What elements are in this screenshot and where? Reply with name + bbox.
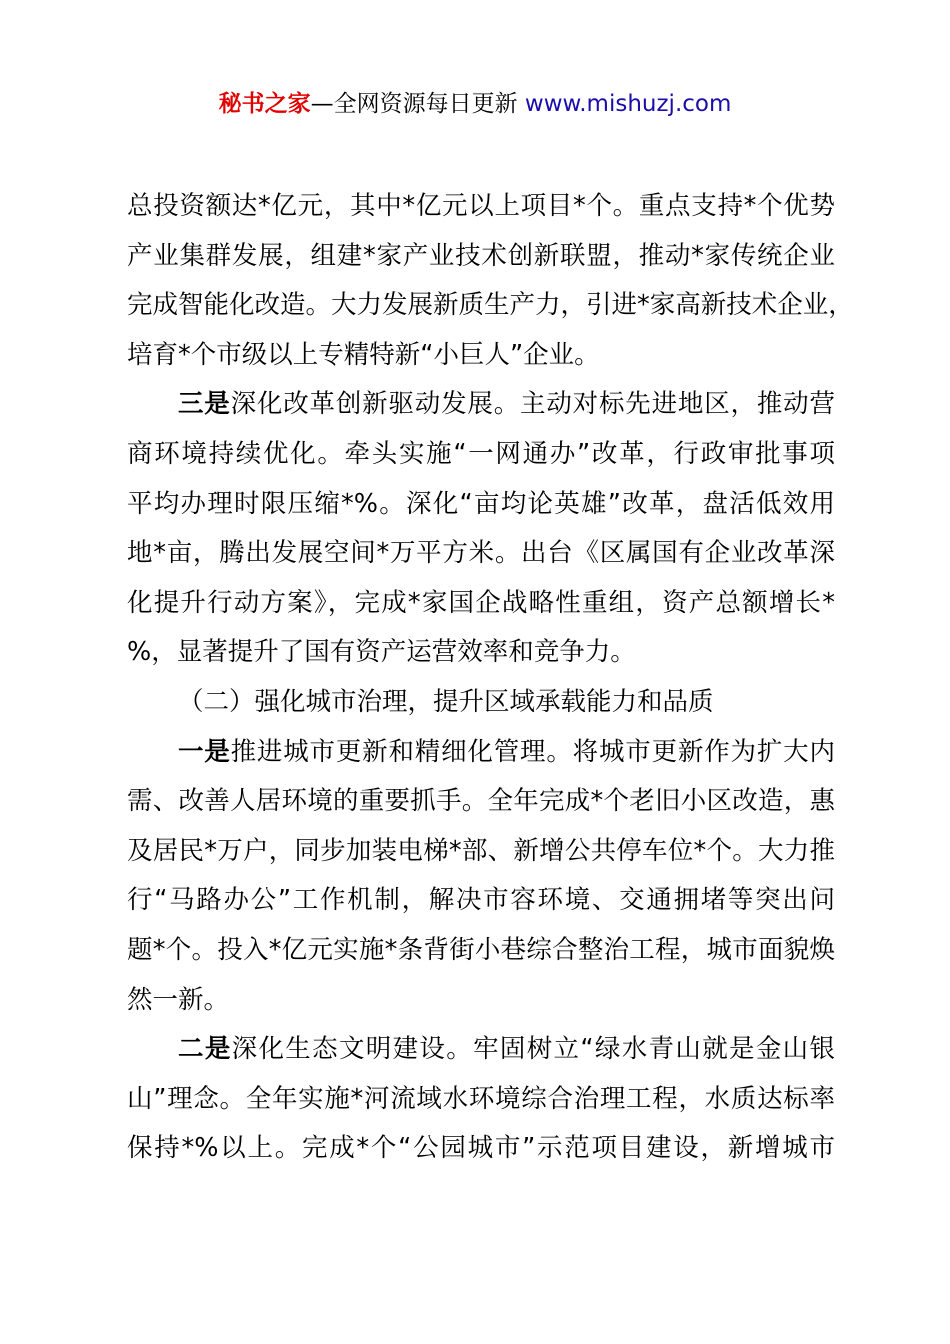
paragraph-lead: 一是 <box>178 736 231 767</box>
paragraph-line: 地*亩，腾出发展空间*万平方米。出台《区属国有企业改革深 <box>127 538 835 569</box>
paragraph-first-line <box>127 728 835 778</box>
paragraph-line: 然一新。 <box>127 984 230 1015</box>
paragraph-text: 深化改革创新驱动发展。主动对标先进地区，推动营 <box>230 389 835 420</box>
paragraph-first-line <box>127 1025 835 1075</box>
page-header <box>0 88 950 120</box>
paragraph-lead: 二是 <box>178 1034 232 1065</box>
paragraph-line: 题*个。投入*亿元实施*条背街小巷综合整治工程，城市面貌焕 <box>127 934 835 965</box>
brand-name: 秘书之家 <box>218 91 311 117</box>
paragraph-text: 深化生态文明建设。牢固树立“绿水青山就是金山银 <box>231 1034 835 1065</box>
site-url-link[interactable]: www.mishuzj.com <box>524 91 732 117</box>
paragraph-text: 推进城市更新和精细化管理。将城市更新作为扩大内 <box>230 736 835 767</box>
paragraph-line: 及居民*万户，同步加装电梯*部、新增公共停车位*个。大力推 <box>127 835 835 866</box>
paragraph-line: 培育*个市级以上专精特新“小巨人”企业。 <box>127 339 600 370</box>
paragraph-line: 完成智能化改造。大力发展新质生产力，引进*家高新技术企业， <box>127 290 854 321</box>
paragraph-line: 化提升行动方案》，完成*家国企战略性重组，资产总额增长* <box>127 587 835 618</box>
paragraph-first-line <box>127 380 835 430</box>
section-subheading: （二）强化城市治理，提升区域承载能力和品质 <box>178 686 714 717</box>
paragraph-line: 商环境持续优化。牵头实施“一网通办”改革，行政审批事项 <box>127 438 835 469</box>
document-body <box>127 182 854 1174</box>
paragraph-line: 行“马路办公”工作机制，解决市容环境、交通拥堵等突出问 <box>127 885 835 916</box>
paragraph-line: 产业集群发展，组建*家产业技术创新联盟，推动*家传统企业 <box>127 240 835 271</box>
paragraph-line: 总投资额达*亿元，其中*亿元以上项目*个。重点支持*个优势 <box>127 191 835 221</box>
paragraph-lead: 三是 <box>178 389 231 420</box>
paragraph-line: %，显著提升了国有资产运营效率和竞争力。 <box>127 637 636 668</box>
paragraph-line: 平均办理时限压缩*%。深化“亩均论英雄”改革，盘活低效用 <box>127 488 835 519</box>
paragraph-line: 需、改善人居环境的重要抓手。全年完成*个老旧小区改造，惠 <box>127 786 835 817</box>
header-tagline: —全网资源每日更新 <box>310 91 525 117</box>
paragraph-line: 山”理念。全年实施*河流域水环境综合治理工程，水质达标率 <box>127 1083 835 1114</box>
paragraph-line: 保持*%以上。完成*个“公园城市”示范项目建设，新增城市 <box>127 1133 835 1164</box>
